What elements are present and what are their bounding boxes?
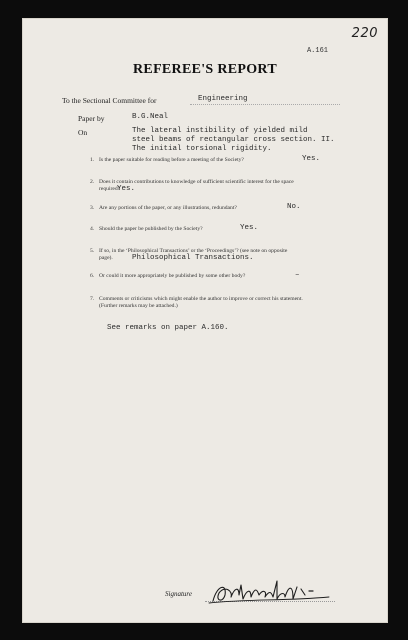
reference-number: A.161 <box>306 47 328 55</box>
paper-title-line: steel beams of rectangular cross section. II. <box>132 136 335 144</box>
paper-title-line: The lateral instibility of yielded mild <box>132 127 308 135</box>
committee-dotted-line <box>190 104 340 105</box>
question-text: Is the paper suitable for reading before a meeting of the Society? <box>99 157 244 163</box>
question-text: Or could it more appropriately be published by some other body? <box>99 273 246 279</box>
question-answer: Yes. <box>117 185 136 193</box>
page-number: 220 <box>351 26 378 41</box>
handwritten-signature <box>205 575 345 607</box>
report-sheet <box>22 18 388 623</box>
question-text: Does it contain contributions to knowledge of sufficient scientific interest for the space <box>99 179 294 185</box>
remarks-text: See remarks on paper A.160. <box>107 324 229 332</box>
question-number: 5. <box>90 248 95 254</box>
committee-value: Engineering <box>198 95 248 103</box>
author-value: B.G.Neal <box>132 113 169 121</box>
question-answer: No. <box>287 203 301 211</box>
signature-label: Signature <box>165 590 192 598</box>
question-number: 6. <box>90 273 95 279</box>
question-number: 2. <box>90 179 95 185</box>
paper-by-label: Paper by <box>78 114 105 123</box>
paper-title-line: The initial torsional rigidity. <box>132 145 272 153</box>
question-text: required? <box>99 186 121 192</box>
question-answer: Yes. <box>302 155 321 163</box>
question-text: page). <box>99 255 113 261</box>
question-number: 1. <box>90 157 95 163</box>
question-text: If so, in the ‘Philosophical Transactions’ or the ‘Proceedings’? (see note on opposite <box>99 248 288 254</box>
question-answer: Philosophical Transactions. <box>132 254 254 262</box>
page-title: REFEREE'S REPORT <box>133 62 277 77</box>
question-text: Should the paper be published by the Society? <box>99 226 203 232</box>
question-number: 7. <box>90 296 95 302</box>
committee-label: To the Sectional Committee for <box>62 96 157 105</box>
question-number: 4. <box>90 226 95 232</box>
question-text: Are any portions of the paper, or any illustrations, redundant? <box>99 205 237 211</box>
question-text: (Further remarks may be attached.) <box>99 303 178 309</box>
question-answer: – <box>295 271 300 279</box>
question-answer: Yes. <box>240 224 259 232</box>
question-text: Comments or criticisms which might enable the author to improve or correct his statement. <box>99 296 303 302</box>
question-number: 3. <box>90 205 95 211</box>
on-label: On <box>78 128 88 137</box>
